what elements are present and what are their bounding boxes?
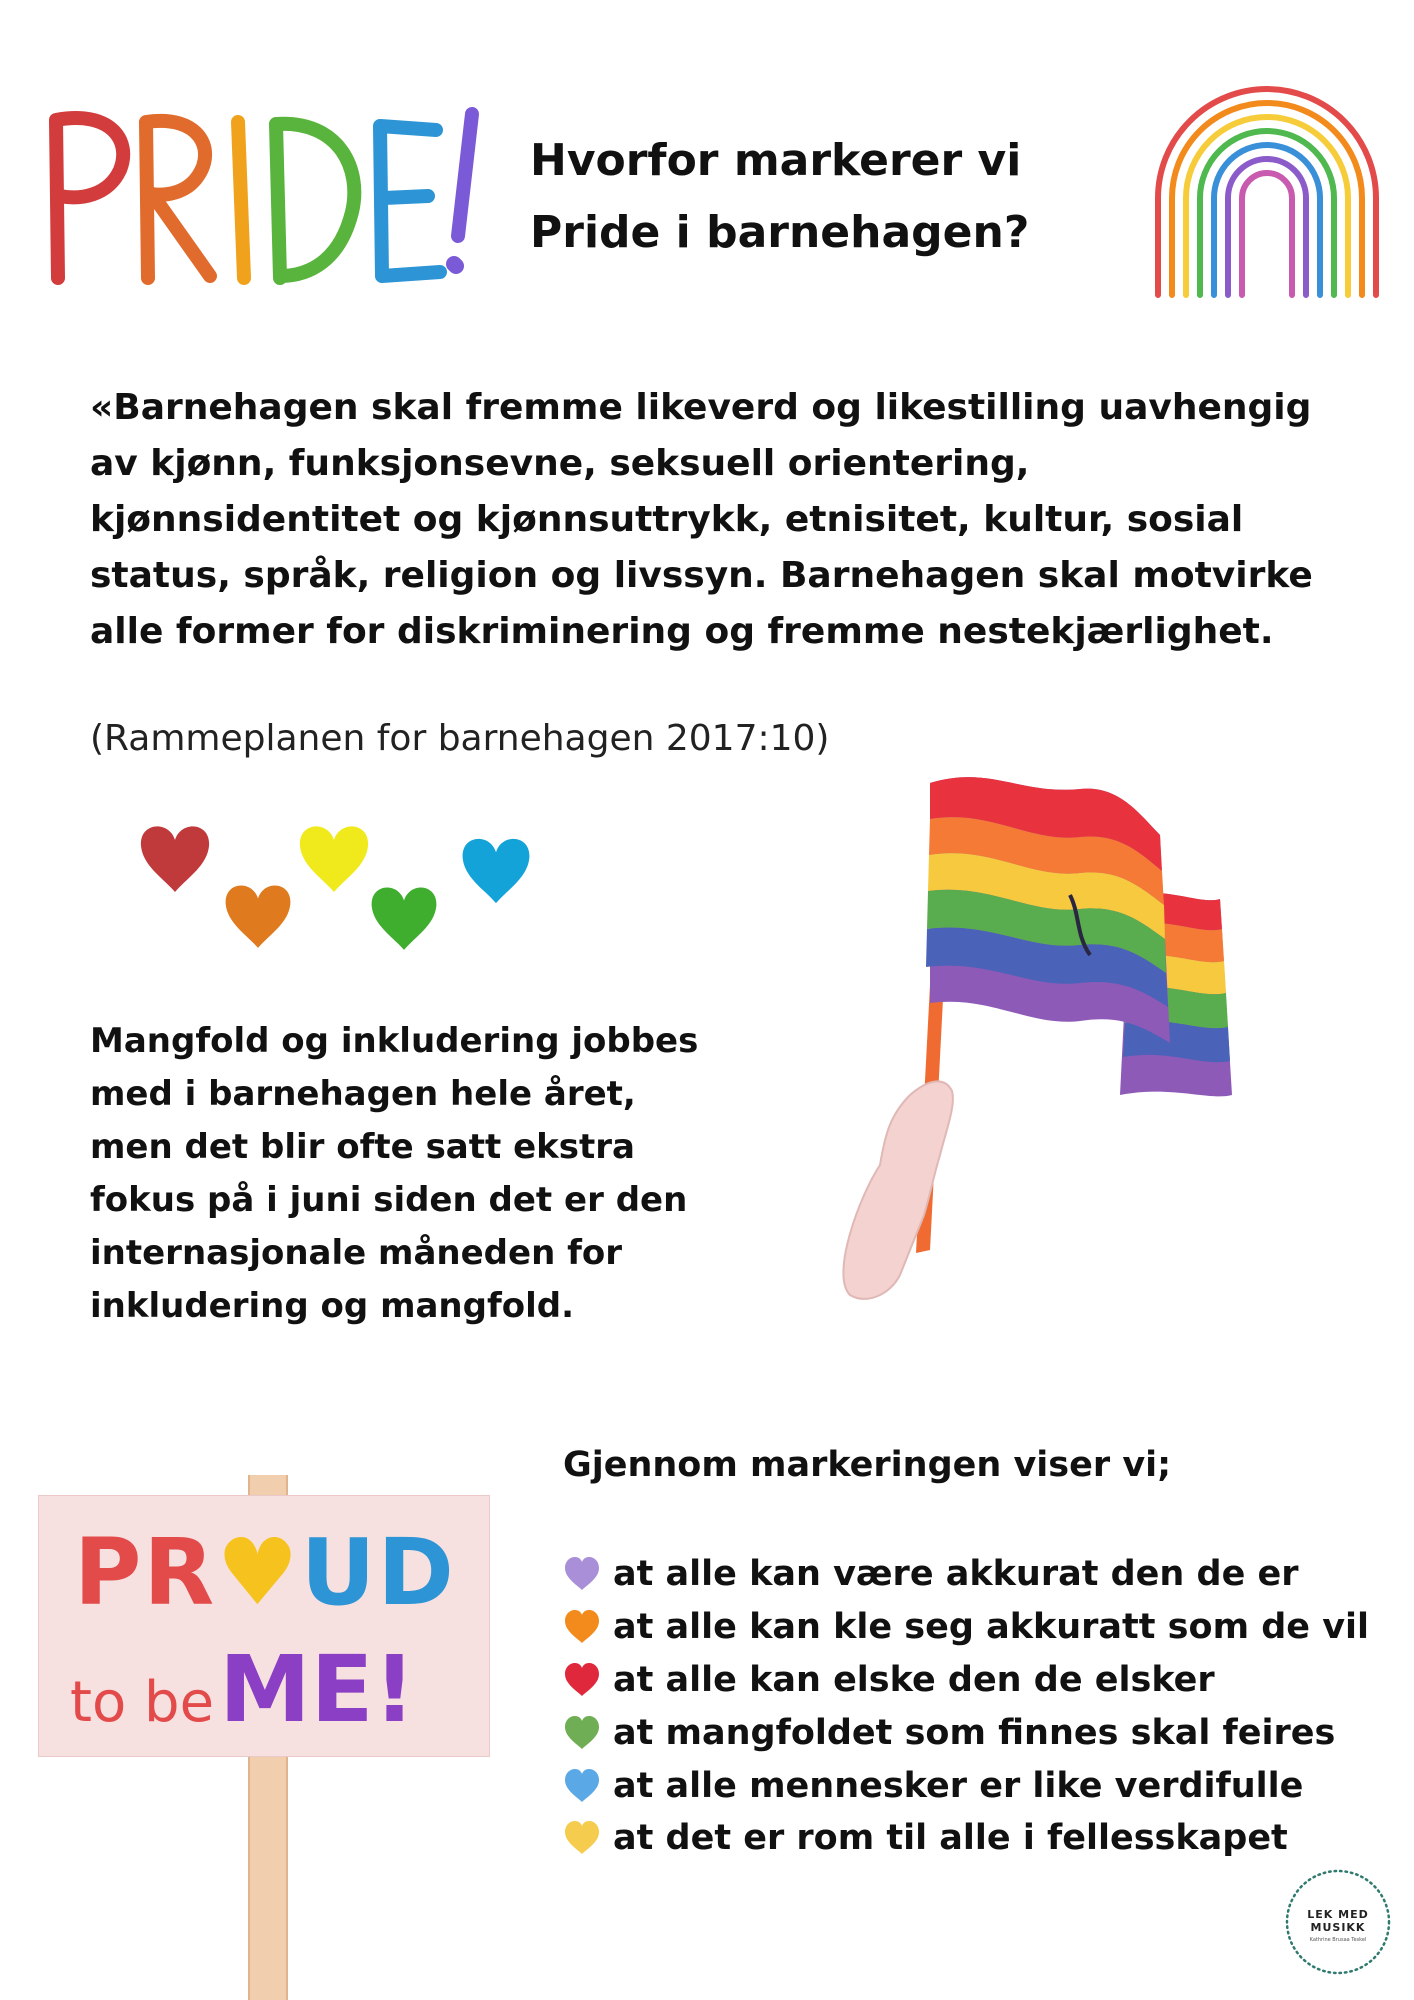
rammeplan-quote: «Barnehagen skal fremme likeverd og likestilling uavhengig av kjønn, funksjonsevne, seksuell orientering, kjønnsidentitet og kjønnsuttrykk, etnisitet, kultur, sosial status, språk, religion og livssyn. Barnehagen skal motvirke alle former for diskriminering og fremme nestekjærlighet. — [90, 387, 1313, 652]
proud-sign-illustration — [38, 1475, 493, 2000]
list-item — [563, 1654, 1369, 1707]
badge-line1: LEK MED — [1307, 1908, 1369, 1921]
heart-icon — [563, 1609, 601, 1645]
badge-line3: Kathrine Brusaa Teskel — [1309, 1937, 1367, 1943]
blue-heart-icon — [463, 839, 530, 903]
badge-line2: MUSIKK — [1310, 1921, 1366, 1934]
page-title — [530, 125, 1029, 269]
sign-text-ud: UD — [300, 1519, 456, 1626]
rainbow-flag-illustration — [830, 775, 1320, 1305]
heart-icon — [563, 1820, 601, 1856]
red-heart-icon — [141, 826, 209, 892]
sign-heart-icon: ♥ — [216, 1519, 301, 1626]
rainbow-illustration — [1150, 80, 1385, 300]
list-item-text: at det er rom til alle i fellesskapet — [613, 1818, 1288, 1859]
heart-icon — [563, 1556, 601, 1592]
list-item — [563, 1706, 1369, 1759]
sign-text-pr: PR — [74, 1519, 217, 1626]
sign-text-to-be: to be — [70, 1670, 215, 1735]
hearts-illustration — [130, 825, 540, 955]
list-item — [563, 1601, 1369, 1654]
orange-heart-icon — [226, 886, 291, 948]
hand-illustration — [843, 1081, 953, 1298]
inclusion-paragraph: Mangfold og inkludering jobbes med i barnehagen hele året, men det blir ofte satt ekstra fokus på i juni siden det er den internasjonale måneden for inkludering og mangfold. — [90, 1021, 699, 1326]
pride-logo — [40, 100, 480, 290]
title-line2: Pride i barnehagen? — [530, 207, 1030, 258]
sign-line1 — [74, 1519, 456, 1626]
green-heart-icon — [372, 888, 437, 950]
title-line1: Hvorfor markerer vi — [530, 135, 1022, 186]
list-heading: Gjennom markeringen viser vi; — [563, 1445, 1172, 1485]
list-item — [563, 1548, 1369, 1601]
list-item — [563, 1759, 1369, 1812]
list-item — [563, 1812, 1369, 1865]
flag-front — [926, 777, 1170, 1043]
heart-icon — [563, 1662, 601, 1698]
heart-icon — [563, 1715, 601, 1751]
list-item-text: at alle mennesker er like verdifulle — [613, 1765, 1304, 1806]
lek-med-musikk-badge — [1283, 1867, 1393, 1977]
list-item-text: at mangfoldet som finnes skal feires — [613, 1712, 1336, 1753]
list-item-text: at alle kan være akkurat den de er — [613, 1554, 1299, 1595]
values-list — [563, 1548, 1369, 1865]
heart-icon — [563, 1768, 601, 1804]
quote-source: (Rammeplanen for barnehagen 2017:10) — [90, 718, 830, 759]
list-item-text: at alle kan kle seg akkuratt som de vil — [613, 1607, 1370, 1648]
sign-line2 — [70, 1636, 416, 1766]
yellow-heart-icon — [300, 826, 368, 892]
list-item-text: at alle kan elske den de elsker — [613, 1659, 1215, 1700]
sign-text-me: ME! — [219, 1636, 416, 1743]
